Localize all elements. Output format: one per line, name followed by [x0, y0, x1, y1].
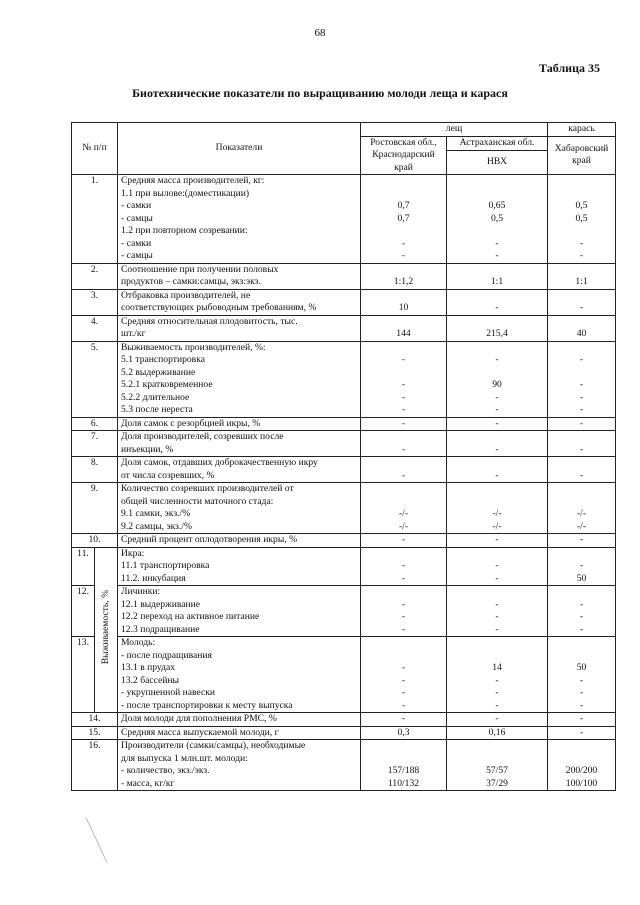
row-number: 2.	[72, 263, 118, 289]
header-rostov: Ростовская обл., Краснодарский край	[361, 136, 447, 175]
value-line: -	[401, 611, 406, 622]
header-num: № п/п	[72, 123, 118, 175]
value-line	[450, 367, 544, 380]
value-line: -/-	[576, 520, 587, 532]
value-line: -	[495, 611, 499, 622]
indicator-line: 12.1 выдерживание	[121, 598, 201, 610]
value-cell: -	[447, 289, 548, 315]
value-cell: -	[361, 431, 447, 457]
value-line	[450, 650, 544, 663]
value-line	[551, 367, 612, 380]
value-cell	[548, 483, 616, 534]
indicator-line: Соотношение при получении половых	[121, 263, 279, 275]
value-line	[364, 483, 443, 496]
value-cell: 10	[361, 289, 447, 315]
value-line	[364, 753, 443, 766]
value-line: -	[579, 674, 584, 686]
value-line: -	[401, 572, 406, 584]
value-line: 50	[576, 572, 587, 584]
indicator-line: 12.3 подращивание	[121, 623, 200, 635]
value-line	[450, 342, 544, 355]
value-cell	[548, 740, 616, 791]
value-cell	[447, 175, 548, 264]
value-line: -	[401, 379, 406, 390]
value-line: -	[579, 611, 584, 622]
value-cell: -	[548, 417, 616, 431]
value-line	[450, 637, 544, 650]
indicator-line: - самцы	[121, 250, 153, 261]
header-indicator: Показатели	[118, 123, 361, 175]
value-line	[551, 496, 612, 509]
indicator-cell	[118, 547, 361, 586]
indicator-line: - самки	[121, 237, 152, 249]
side-label: Выживаемость, %	[95, 547, 118, 713]
value-line	[450, 496, 544, 509]
value-line: -	[579, 354, 584, 365]
row-number: 7.	[72, 431, 118, 457]
row-number: 6.	[72, 417, 118, 431]
indicator-cell	[118, 726, 361, 740]
indicator-line: 5.2.2 длительное	[121, 391, 190, 403]
value-cell	[361, 175, 447, 264]
value-line: 110/132	[387, 777, 420, 789]
value-line: -	[495, 699, 499, 711]
table-row	[72, 586, 616, 637]
indicator-line: Доля самок с резорбцией икры, %	[121, 417, 261, 429]
value-line	[551, 650, 612, 663]
value-line	[364, 188, 443, 201]
value-line: -	[495, 623, 499, 635]
header-astrakhan: Астраханская обл.	[447, 136, 548, 151]
value-line: -	[401, 623, 406, 635]
value-line: 50	[576, 662, 587, 673]
indicator-line: - после подращивания	[121, 649, 212, 661]
indicator-cell	[118, 740, 361, 791]
value-cell	[548, 586, 616, 637]
table-row	[72, 637, 616, 713]
value-cell	[361, 740, 447, 791]
value-cell: -	[361, 417, 447, 431]
value-line: 37/29	[486, 777, 508, 789]
value-cell: 144	[361, 315, 447, 341]
table-row	[72, 483, 616, 534]
indicator-line: 5.2.1 кратковременное	[121, 379, 213, 390]
table-row	[72, 431, 616, 457]
indicator-line: Доля молоди для пополнения РМС, %	[121, 713, 277, 724]
value-cell: -	[447, 431, 548, 457]
indicator-line: Выживаемость производителей, %:	[121, 341, 266, 353]
biotech-table	[71, 122, 615, 791]
indicator-line: от числа созревших, %	[121, 469, 215, 481]
value-cell	[447, 547, 548, 586]
indicator-line: 9.2 самцы, экз./%	[121, 520, 192, 532]
value-line	[364, 342, 443, 355]
value-cell	[447, 637, 548, 713]
indicator-line: 11.2. инкубация	[121, 572, 186, 584]
indicator-line: Отбраковка производителей, не	[121, 289, 251, 301]
row-number: 11.	[72, 547, 95, 586]
header-khabarovsk: Хабаровский край	[548, 136, 616, 175]
indicator-line: Средняя масса производителей, кг:	[121, 175, 265, 186]
value-line: 57/57	[486, 765, 508, 776]
value-line: -	[495, 354, 499, 365]
value-line: -	[579, 379, 584, 390]
indicator-line: Доля производителей, созревших после	[121, 431, 284, 442]
value-line	[364, 367, 443, 380]
value-line: 0,5	[575, 212, 588, 224]
indicator-line: - укрупненной навески	[121, 687, 216, 698]
value-cell	[361, 547, 447, 586]
indicator-line: Икра:	[121, 547, 145, 559]
value-cell	[447, 586, 548, 637]
value-cell	[361, 586, 447, 637]
indicator-line: Производители (самки/самцы), необходимые	[121, 740, 306, 751]
indicator-line: 5.2 выдерживание	[121, 366, 196, 378]
indicator-line: 1.1 при вылове:(доместикации)	[121, 187, 250, 199]
indicator-line: 13.1 в прудах	[121, 662, 176, 673]
value-cell: -	[548, 431, 616, 457]
value-line	[450, 225, 544, 238]
indicator-line: 1.2 при повторном созревании:	[121, 225, 248, 236]
value-line: -/-	[492, 520, 502, 532]
row-number: 4.	[72, 315, 118, 341]
table-row	[72, 263, 616, 289]
value-line: -/-	[398, 520, 409, 532]
value-line	[364, 175, 443, 188]
table-row	[72, 417, 616, 431]
value-line: -	[401, 699, 406, 711]
value-cell: 1:1	[447, 263, 548, 289]
value-cell	[548, 175, 616, 264]
value-line: -	[495, 560, 499, 571]
value-line: -	[495, 598, 499, 610]
value-line: -	[495, 404, 499, 415]
value-cell: 40	[548, 315, 616, 341]
value-line	[364, 548, 443, 561]
indicator-line: 5.3 после нереста	[121, 404, 193, 415]
indicator-line: - после транспортировки к месту выпуска	[121, 699, 293, 711]
value-cell: -	[361, 534, 447, 548]
table-row	[72, 740, 616, 791]
value-line	[364, 650, 443, 663]
value-line: -/-	[492, 508, 502, 519]
value-line: -	[495, 687, 499, 698]
value-cell: 1:1	[548, 263, 616, 289]
value-line: -	[495, 674, 499, 686]
indicator-line: Доля самок, отдавших доброкачественную икру	[121, 457, 318, 468]
value-line: 14	[492, 662, 502, 673]
value-line: -	[495, 391, 499, 403]
value-cell	[447, 483, 548, 534]
page-number: 68	[314, 27, 326, 39]
value-line: -	[579, 250, 584, 261]
value-line	[551, 753, 612, 766]
row-number: 9.	[72, 483, 118, 534]
indicator-cell	[118, 431, 361, 457]
value-cell: -	[447, 534, 548, 548]
indicator-line: продуктов – самки:самцы, экз:экз.	[121, 276, 261, 287]
value-line: -	[579, 623, 584, 635]
row-number: 5.	[72, 341, 118, 417]
indicator-line: соответствующих рыбоводным требованиям, %	[121, 302, 317, 313]
value-cell: -	[548, 457, 616, 483]
indicator-line: - масса, кг/кг	[121, 777, 175, 789]
indicator-cell	[118, 586, 361, 637]
indicator-line: 11.1 транспортировка	[121, 560, 210, 571]
indicator-line: шт./кг	[121, 328, 146, 339]
table-row	[72, 534, 616, 548]
value-line	[450, 548, 544, 561]
value-line	[551, 586, 612, 599]
row-number: 3.	[72, 289, 118, 315]
table-row	[72, 713, 616, 727]
row-number: 16.	[72, 740, 118, 791]
document-title: Биотехнические показатели по выращиванию молоди леща и карася	[132, 86, 508, 100]
value-line: -	[579, 598, 584, 610]
value-cell: 0,3	[361, 726, 447, 740]
value-cell: -	[447, 417, 548, 431]
indicator-cell	[118, 637, 361, 713]
header-group-bream: лещ	[361, 123, 548, 137]
value-line: -	[495, 572, 499, 584]
value-line	[551, 637, 612, 650]
table-row	[72, 726, 616, 740]
value-line: 90	[492, 379, 502, 390]
scan-mark	[85, 817, 107, 863]
indicator-cell	[118, 457, 361, 483]
indicator-line: 9.1 самки, экз./%	[121, 508, 191, 519]
row-number: 13.	[72, 637, 95, 713]
value-line	[450, 188, 544, 201]
value-cell: -	[447, 457, 548, 483]
value-line: -	[495, 237, 499, 249]
indicator-line: Количество созревших производителей от	[121, 483, 294, 494]
indicator-line: Молодь:	[121, 637, 156, 648]
value-line	[551, 740, 612, 753]
header-nvkh: НВХ	[447, 151, 548, 175]
value-cell: -	[447, 713, 548, 727]
value-line	[551, 175, 612, 188]
value-line: -	[401, 354, 406, 365]
value-line: -/-	[576, 508, 587, 519]
value-line	[364, 496, 443, 509]
indicator-cell	[118, 315, 361, 341]
value-line: -	[579, 237, 584, 249]
indicator-line: Средний процент оплодотворения икры, %	[121, 534, 298, 545]
indicator-line: общей численности маточного стада:	[121, 495, 274, 507]
table-row	[72, 547, 616, 586]
table-row	[72, 457, 616, 483]
table-row	[72, 315, 616, 341]
value-line: -	[401, 560, 406, 571]
value-line: 157/188	[387, 765, 420, 776]
value-cell	[548, 637, 616, 713]
value-line: -	[579, 391, 584, 403]
indicator-cell	[118, 289, 361, 315]
value-cell: -	[548, 713, 616, 727]
indicator-line: - количество, экз./экз.	[121, 765, 210, 776]
value-line: -	[579, 404, 584, 415]
value-line: 100/100	[565, 777, 598, 789]
value-line: 200/200	[565, 765, 598, 776]
value-line: -	[401, 674, 406, 686]
value-line	[551, 483, 612, 496]
value-line	[364, 637, 443, 650]
value-line: -	[401, 662, 406, 673]
value-line: 0,65	[488, 200, 506, 211]
value-cell	[548, 341, 616, 417]
value-line: -	[579, 699, 584, 711]
row-number: 12.	[72, 586, 95, 637]
value-cell: -	[361, 713, 447, 727]
row-number: 15.	[72, 726, 118, 740]
indicator-line: 13.2 бассейны	[121, 674, 179, 686]
value-line	[551, 548, 612, 561]
value-cell: 1:1,2	[361, 263, 447, 289]
table-row	[72, 289, 616, 315]
value-line: -	[579, 687, 584, 698]
value-line: 0,7	[397, 200, 410, 211]
value-cell: -	[548, 726, 616, 740]
value-cell: -	[548, 534, 616, 548]
value-line: -	[401, 687, 406, 698]
value-cell	[361, 637, 447, 713]
indicator-line: Средняя масса выпускаемой молоди, г	[121, 726, 279, 738]
value-line	[450, 753, 544, 766]
value-line: 0,5	[575, 200, 588, 211]
value-line	[551, 188, 612, 201]
table-row	[72, 175, 616, 264]
indicator-cell	[118, 534, 361, 548]
value-cell: 0,16	[447, 726, 548, 740]
indicator-line: Личинки:	[121, 586, 161, 597]
value-cell	[361, 483, 447, 534]
value-line	[364, 740, 443, 753]
value-line	[364, 225, 443, 238]
indicator-line: инъекции, %	[121, 443, 174, 455]
value-cell	[361, 341, 447, 417]
value-cell	[548, 547, 616, 586]
value-line: 0,7	[397, 212, 410, 224]
value-line	[450, 175, 544, 188]
indicator-cell	[118, 175, 361, 264]
row-number: 8.	[72, 457, 118, 483]
value-cell: -	[548, 289, 616, 315]
value-cell	[447, 740, 548, 791]
value-cell: 215,4	[447, 315, 548, 341]
indicator-line: - самки	[121, 200, 152, 211]
indicator-cell	[118, 341, 361, 417]
value-line	[450, 483, 544, 496]
row-number: 14.	[72, 713, 118, 727]
value-line	[450, 740, 544, 753]
value-line: -	[495, 250, 499, 261]
value-cell: -	[361, 457, 447, 483]
indicator-line: для выпуска 1 млн.шт. молоди:	[121, 752, 248, 764]
table-label: Таблица 35	[539, 61, 600, 75]
value-line: -	[579, 560, 584, 571]
indicator-cell	[118, 417, 361, 431]
indicator-line: 12.2 переход на активное питание	[121, 611, 260, 622]
value-line: 0,5	[491, 212, 503, 224]
header-group-carp: карась	[548, 123, 616, 137]
value-line: -	[401, 237, 406, 249]
value-line: -	[401, 391, 406, 403]
value-cell	[447, 341, 548, 417]
table-row	[72, 341, 616, 417]
indicator-cell	[118, 713, 361, 727]
value-line: -/-	[398, 508, 409, 519]
value-line	[551, 342, 612, 355]
value-line: -	[401, 404, 406, 415]
value-line	[551, 225, 612, 238]
value-line	[364, 586, 443, 599]
indicator-line: 5.1 транспортировка	[121, 354, 205, 365]
indicator-cell	[118, 263, 361, 289]
value-line: -	[401, 598, 406, 610]
value-line: -	[401, 250, 406, 261]
indicator-cell	[118, 483, 361, 534]
row-number: 10.	[72, 534, 118, 548]
row-number: 1.	[72, 175, 118, 264]
value-line	[450, 586, 544, 599]
indicator-line: Средняя относительная плодовитость, тыс.	[121, 315, 298, 327]
indicator-line: - самцы	[121, 212, 153, 224]
